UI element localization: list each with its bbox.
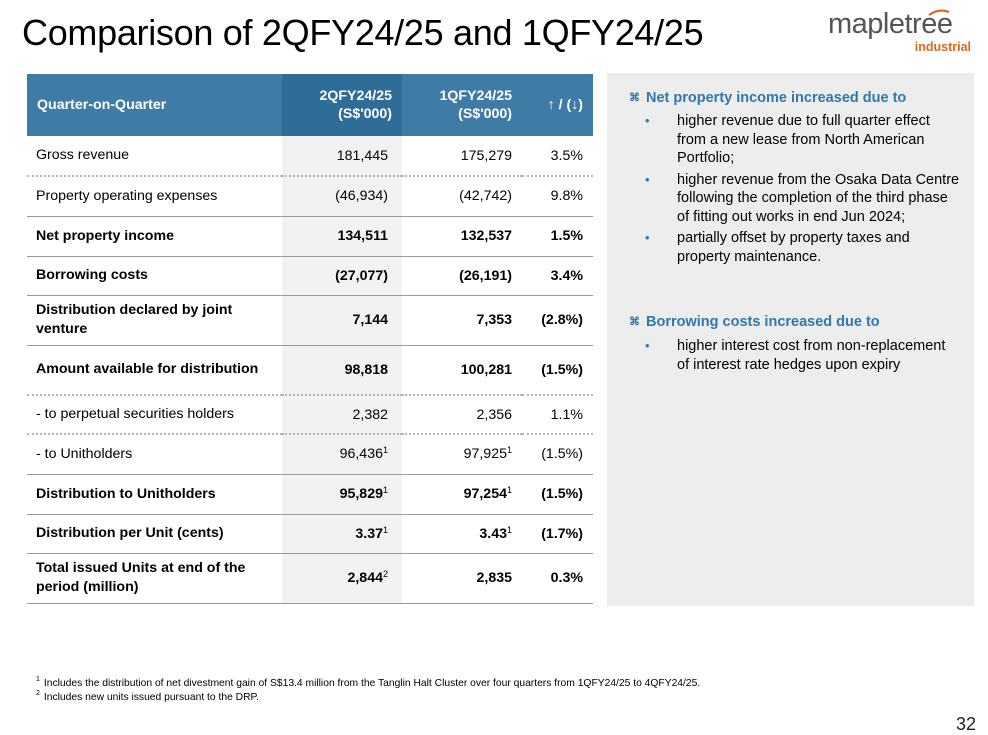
value-change: (1.5%)	[522, 345, 593, 395]
value-2q	[282, 295, 402, 345]
row-label: Property operating expenses	[27, 176, 282, 216]
value-1q-number: (42,742)	[459, 188, 512, 205]
value-2q	[282, 136, 402, 176]
header-1q	[402, 74, 522, 136]
value-2q-number: 134,511	[337, 228, 388, 244]
heading-marker-icon: ⌘	[629, 92, 640, 104]
commentary-heading-borrowing	[629, 314, 880, 330]
value-change: (1.5%)	[522, 474, 593, 514]
commentary-item-text: higher revenue from the Osaka Data Centre following the completion of the third phase of fitting out works in end Jun 2024;	[677, 171, 960, 225]
table-row	[27, 345, 593, 395]
value-2q	[282, 345, 402, 395]
row-label: Distribution to Unitholders	[27, 474, 282, 514]
table-row	[27, 216, 593, 256]
value-2q-footnote: 2	[382, 569, 388, 579]
value-2q-number: 95,829	[339, 486, 383, 502]
heading-marker-icon: ⌘	[629, 316, 640, 328]
commentary-heading-npi	[629, 90, 906, 106]
footnote-2	[36, 692, 259, 703]
value-1q	[402, 295, 522, 345]
value-1q	[402, 395, 522, 434]
value-1q-number: (26,191)	[459, 267, 512, 284]
value-1q	[402, 553, 522, 603]
value-1q-number: 3.43	[479, 525, 507, 542]
value-1q-number: 100,281	[460, 361, 512, 378]
commentary-item-text: partially offset by property taxes and property maintenance.	[677, 230, 910, 265]
value-change: (1.7%)	[522, 514, 593, 553]
footnote-1	[36, 678, 700, 689]
commentary-heading-borrowing-text: Borrowing costs increased due to	[646, 314, 880, 330]
value-1q-number: 2,835	[476, 570, 512, 586]
value-2q	[282, 395, 402, 434]
header-period: Quarter-on-Quarter	[27, 74, 282, 136]
page-title: Comparison of 2QFY24/25 and 1QFY24/25	[22, 12, 704, 53]
value-1q-footnote: 1	[506, 524, 512, 535]
value-change: (2.8%)	[522, 295, 593, 345]
value-1q	[402, 474, 522, 514]
footnote-2-text: Includes new units issued pursuant to the DRP.	[43, 692, 259, 703]
table-row	[27, 136, 593, 176]
value-2q-number: 96,436	[339, 446, 383, 463]
commentary-item	[607, 337, 974, 374]
commentary-item	[607, 171, 974, 227]
value-1q-footnote: 1	[506, 485, 512, 495]
row-label: Net property income	[27, 216, 282, 256]
commentary-list-npi	[607, 112, 974, 269]
value-1q-number: 97,254	[463, 486, 507, 502]
value-1q-number: 132,537	[460, 228, 512, 244]
value-change: 0.3%	[522, 553, 593, 603]
footnote-1-text: Includes the distribution of net divestment gain of S$13.4 million from the Tanglin Halt Cluster over four quarters from 1QFY24/25 to 4QFY24/25.	[43, 678, 701, 689]
commentary-heading-npi-text: Net property income increased due to	[646, 90, 907, 106]
value-2q-footnote: 1	[382, 445, 388, 456]
commentary-list-borrowing	[607, 337, 974, 377]
row-label: Total issued Units at end of the period (million)	[27, 553, 282, 603]
header-2q	[282, 74, 402, 136]
commentary-item	[607, 229, 974, 266]
value-1q-number: 97,925	[463, 446, 507, 463]
value-2q-footnote: 1	[382, 524, 388, 535]
value-1q	[402, 216, 522, 256]
value-change: 1.5%	[522, 216, 593, 256]
logo-wordmark: mapletree	[828, 8, 953, 40]
header-2q-label: 2QFY24/25	[319, 88, 392, 104]
row-label: Gross revenue	[27, 136, 282, 176]
table-row	[27, 434, 593, 474]
bullet-icon: •	[645, 230, 650, 245]
value-2q	[282, 434, 402, 474]
value-change: (1.5%)	[522, 434, 593, 474]
row-label: Distribution declared by joint venture	[27, 295, 282, 345]
value-1q-number: 2,356	[476, 406, 512, 423]
commentary-item-text: higher revenue due to full quarter effect from a new lease from North American Portfolio;	[677, 113, 930, 166]
logo-subtitle: industrial	[914, 40, 971, 54]
value-2q	[282, 474, 402, 514]
header-1q-unit: (S$'000)	[458, 106, 512, 122]
row-label: - to Unitholders	[27, 434, 282, 474]
value-1q	[402, 434, 522, 474]
value-2q-number: 7,144	[352, 312, 388, 328]
value-2q	[282, 256, 402, 295]
value-2q-number: 98,818	[344, 361, 388, 378]
header-2q-unit: (S$'000)	[338, 106, 392, 122]
row-label: Amount available for distribution	[27, 345, 282, 395]
company-logo	[828, 8, 974, 56]
value-2q-number: 2,382	[352, 406, 388, 423]
value-1q	[402, 256, 522, 295]
value-1q-number: 7,353	[476, 312, 512, 328]
commentary-item-text: higher interest cost from non-replacement of interest rate hedges upon expiry	[677, 338, 946, 373]
header-change: ↑ / (↓)	[522, 74, 593, 136]
value-change: 1.1%	[522, 395, 593, 434]
value-1q	[402, 176, 522, 216]
table-row	[27, 474, 593, 514]
value-2q	[282, 176, 402, 216]
footnote-2-marker: 2	[36, 690, 40, 697]
bullet-icon: •	[645, 113, 650, 128]
value-change: 9.8%	[522, 176, 593, 216]
bullet-icon: •	[645, 171, 650, 187]
value-2q	[282, 216, 402, 256]
table-row	[27, 514, 593, 553]
row-label: Distribution per Unit (cents)	[27, 514, 282, 553]
value-2q	[282, 553, 402, 603]
value-change: 3.5%	[522, 136, 593, 176]
header-1q-label: 1QFY24/25	[439, 88, 512, 104]
commentary-panel	[607, 73, 974, 606]
table-row	[27, 256, 593, 295]
commentary-item	[607, 112, 974, 168]
value-change: 3.4%	[522, 256, 593, 295]
comparison-table	[27, 74, 593, 604]
row-label: Borrowing costs	[27, 256, 282, 295]
page-number: 32	[956, 714, 977, 734]
footnote-1-marker: 1	[36, 676, 40, 683]
value-2q	[282, 514, 402, 553]
value-1q	[402, 136, 522, 176]
value-1q-footnote: 1	[506, 445, 512, 456]
table-row	[27, 553, 593, 603]
logo-swoosh-icon	[928, 9, 950, 17]
bullet-icon: •	[645, 338, 650, 353]
table-row	[27, 176, 593, 216]
table-header-row	[27, 74, 593, 136]
value-1q-number: 175,279	[460, 147, 512, 164]
value-2q-number: 3.37	[355, 525, 383, 542]
value-2q-footnote: 1	[382, 485, 388, 495]
value-2q-number: (46,934)	[335, 188, 388, 205]
value-2q-number: 181,445	[336, 147, 388, 164]
table-row	[27, 395, 593, 434]
value-2q-number: (27,077)	[335, 267, 388, 284]
row-label: - to perpetual securities holders	[27, 395, 282, 434]
value-2q-number: 2,844	[347, 570, 383, 586]
table-row	[27, 295, 593, 345]
value-1q	[402, 345, 522, 395]
value-1q	[402, 514, 522, 553]
